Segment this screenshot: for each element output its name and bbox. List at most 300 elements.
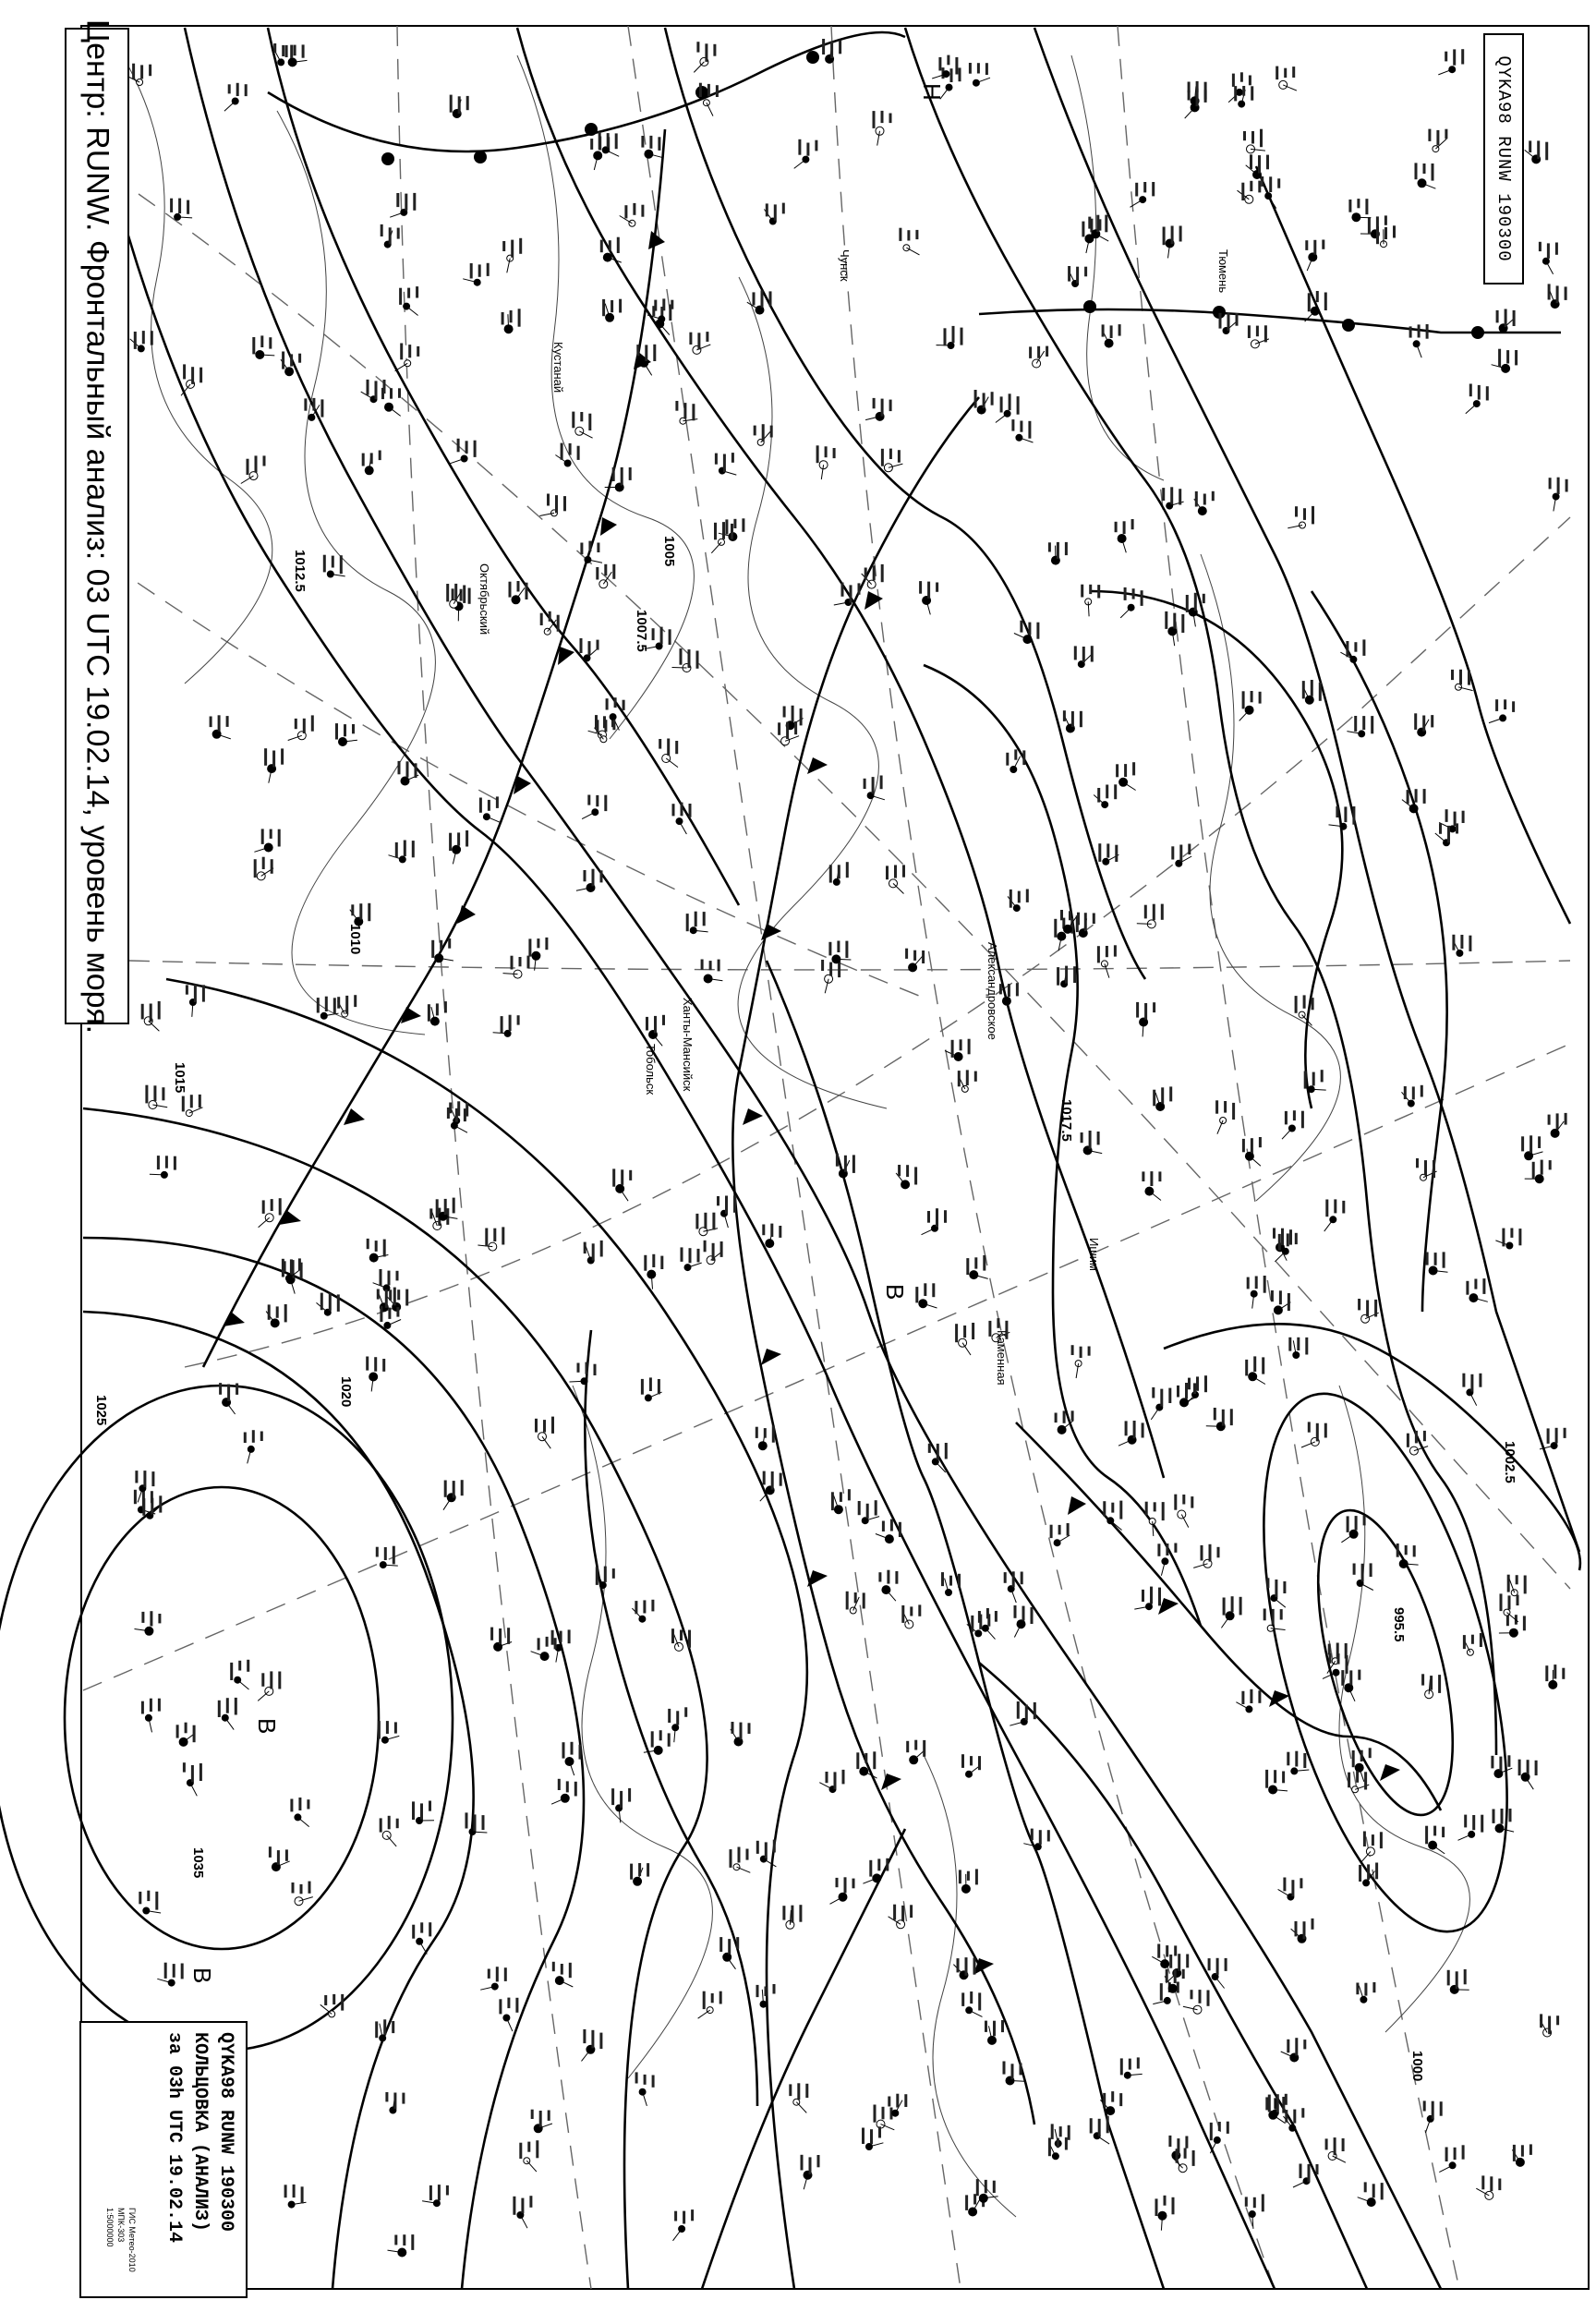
station-plot — [881, 449, 903, 472]
station-plot — [641, 1377, 662, 1401]
station-plot — [1301, 1422, 1327, 1447]
station-plot — [831, 1489, 851, 1514]
station-plot — [1115, 519, 1134, 552]
station-plot — [874, 2105, 895, 2130]
station-plot — [953, 1957, 975, 1979]
station-plot — [378, 1721, 399, 1743]
station-plot — [635, 2072, 655, 2106]
station-plot — [490, 1628, 512, 1652]
station-plot — [218, 1698, 237, 1730]
station-plot — [1439, 809, 1465, 832]
station-plot — [390, 193, 416, 217]
station-plot — [1353, 1563, 1373, 1590]
station-plot — [1183, 1990, 1210, 2014]
isobar-label: 1005 — [661, 536, 677, 567]
station-plot — [1063, 710, 1082, 732]
station-plot — [555, 443, 579, 466]
station-plot — [1396, 1543, 1419, 1568]
station-plot — [1248, 325, 1269, 348]
station-plot — [1050, 1523, 1070, 1546]
place-name: Ханты-Мансийск — [681, 998, 695, 1092]
map-title-box — [65, 18, 129, 1034]
station-plot — [1120, 587, 1143, 618]
station-plot — [375, 2019, 394, 2041]
station-plot — [337, 995, 357, 1017]
station-plot — [1151, 1387, 1171, 1420]
station-plot — [1402, 1085, 1423, 1107]
station-plot — [828, 941, 851, 963]
station-plot — [210, 715, 231, 739]
station-plot — [1273, 1228, 1292, 1260]
station-plot — [1090, 2116, 1109, 2144]
station-plot — [1173, 2149, 1195, 2173]
station-plot — [503, 956, 530, 979]
station-plot — [865, 398, 892, 421]
place-name: Кустанай — [551, 342, 565, 393]
station-plot — [449, 830, 468, 864]
station-plot — [376, 1546, 398, 1568]
station-plot — [906, 1740, 925, 1764]
station-plot — [969, 63, 990, 86]
station-plot — [1153, 1086, 1172, 1110]
station-plot — [1171, 844, 1191, 867]
station-plot — [264, 748, 284, 783]
station-plot — [764, 203, 784, 224]
station-plot — [493, 1015, 520, 1037]
station-plot — [611, 1788, 631, 1822]
station-plot — [1447, 1969, 1469, 1993]
station-plot — [1282, 1110, 1304, 1139]
header-code: QYKA98 RUNW 190300 — [1493, 55, 1514, 262]
station-plot — [789, 2083, 808, 2112]
station-plot — [1162, 487, 1183, 509]
place-name: Чунск — [838, 249, 852, 282]
isobar-label: 1035 — [190, 1847, 206, 1879]
station-plot — [1491, 1755, 1512, 1777]
station-plot — [317, 997, 339, 1020]
station-plot — [570, 1362, 597, 1385]
station-plot — [715, 453, 736, 475]
station-plot — [1512, 2144, 1532, 2166]
station-plot — [1426, 1252, 1448, 1275]
station-plot — [1236, 1689, 1261, 1713]
station-plot — [224, 83, 248, 112]
station-plot — [1145, 1502, 1165, 1536]
station-plot — [1423, 2100, 1443, 2133]
station-plot — [704, 1241, 723, 1265]
station-plot — [873, 111, 892, 146]
station-plot — [1265, 1770, 1288, 1794]
isobar-label: 1012.5 — [292, 550, 308, 592]
station-plot — [958, 1070, 977, 1092]
station-plot — [1281, 2038, 1307, 2062]
pressure-center-high: B — [253, 1718, 281, 1735]
station-plot — [1118, 1421, 1144, 1446]
station-plot — [756, 1425, 775, 1449]
station-plot — [1094, 784, 1117, 807]
station-plot — [463, 263, 490, 285]
legend-date: за 03h UTC 19.02.14 — [163, 2032, 185, 2244]
isobar-label: 1010 — [347, 924, 363, 955]
station-plot — [1163, 226, 1182, 259]
isobar-label: 995.5 — [1391, 1607, 1407, 1642]
station-plot — [1414, 713, 1433, 736]
station-plot — [252, 335, 274, 358]
station-plot — [886, 865, 905, 893]
legend-projection: МПК-303 — [116, 2208, 126, 2243]
station-plot — [1048, 542, 1068, 564]
station-plot — [389, 841, 415, 863]
station-plot — [466, 1812, 488, 1834]
station-plot — [602, 299, 622, 322]
station-plot — [1458, 1815, 1484, 1841]
station-plot — [1291, 1919, 1314, 1943]
station-plot — [1008, 890, 1029, 912]
station-plot — [1466, 1278, 1487, 1302]
station-plot — [145, 1085, 167, 1109]
station-plot — [976, 2179, 998, 2202]
station-plot — [323, 555, 345, 577]
station-plot — [1492, 349, 1518, 373]
station-plot — [673, 2209, 695, 2241]
station-plot — [1284, 2108, 1305, 2131]
station-plot — [1341, 1516, 1365, 1543]
station-plot — [1451, 670, 1473, 691]
map-title: Центр: RUNW. Фронтальный анализ: 03 UTC 19.02.14, уровень моря. — [79, 18, 115, 1034]
station-plot — [1288, 1338, 1308, 1359]
station-plot — [675, 401, 697, 424]
station-plot — [1215, 1100, 1235, 1133]
station-plot — [1102, 324, 1121, 347]
station-plot — [1376, 225, 1396, 247]
isobar-label: 1007.5 — [634, 610, 649, 652]
station-plot — [876, 1519, 901, 1543]
station-plot — [612, 1168, 632, 1201]
station-plot — [513, 2196, 532, 2228]
station-plot — [362, 451, 381, 475]
station-plot — [1466, 384, 1489, 414]
station-plot — [1208, 1958, 1227, 1989]
station-plot — [756, 1984, 776, 2007]
station-plot — [150, 1156, 176, 1178]
station-plot — [552, 1962, 574, 1987]
station-plot — [176, 1723, 196, 1747]
station-plot — [304, 398, 323, 421]
station-plot — [1130, 182, 1155, 207]
station-plot — [698, 1991, 722, 2019]
station-plot — [782, 1905, 802, 1929]
station-plot — [905, 949, 925, 972]
station-plot — [1271, 1290, 1291, 1314]
station-plot — [1081, 1131, 1103, 1155]
place-name: Александровское — [985, 942, 999, 1040]
station-plot — [1097, 945, 1117, 977]
station-plot — [762, 1224, 781, 1248]
station-plot — [450, 95, 469, 118]
station-plot — [1116, 762, 1136, 790]
station-plot — [478, 1227, 504, 1251]
station-plot — [1206, 1408, 1233, 1431]
station-plot — [535, 1417, 554, 1449]
legend-scale: 1:5000000 — [105, 2208, 115, 2247]
station-plot — [551, 1779, 577, 1804]
station-plot — [878, 1570, 898, 1602]
place-name: Тобольск — [644, 1044, 658, 1096]
isobar-label: 1000 — [1409, 2051, 1425, 2082]
pressure-centers — [188, 83, 946, 1983]
station-plot — [966, 1255, 987, 1279]
station-plot — [846, 1592, 865, 1614]
station-plot — [139, 1891, 161, 1914]
station-plot — [659, 739, 678, 768]
station-plot — [778, 721, 799, 745]
station-plot — [1142, 1171, 1161, 1200]
station-plot — [1358, 1299, 1379, 1323]
station-plot — [1239, 691, 1262, 720]
station-plot — [899, 228, 919, 255]
station-plot — [1545, 1664, 1565, 1689]
station-plot — [183, 1762, 202, 1796]
station-plot — [999, 983, 1019, 1015]
station-plot — [582, 2029, 603, 2062]
station-plot — [816, 445, 836, 479]
station-plot — [1014, 1605, 1034, 1638]
station-plot — [754, 424, 773, 445]
station-plot — [1421, 1674, 1441, 1698]
station-plot — [1518, 1760, 1538, 1790]
station-plot — [399, 286, 418, 315]
station-plot — [620, 203, 645, 226]
station-plot — [230, 1660, 249, 1689]
station-plot — [731, 1722, 751, 1746]
station-plot — [157, 1963, 183, 1986]
station-plot — [1221, 1596, 1241, 1628]
station-plot — [502, 309, 521, 333]
station-plot — [1287, 1751, 1309, 1774]
station-plot — [945, 1039, 971, 1061]
station-plot — [1507, 1575, 1527, 1596]
station-plot — [681, 1247, 702, 1270]
station-plot — [801, 2155, 820, 2189]
station-plot — [1006, 749, 1025, 772]
station-plot — [1348, 1771, 1369, 1793]
station-plot — [1165, 611, 1184, 646]
station-plot — [480, 1967, 507, 1990]
station-plot — [829, 862, 849, 885]
station-plot — [1029, 346, 1048, 368]
station-plot — [1228, 72, 1251, 102]
station-plot — [1174, 1495, 1193, 1528]
station-plot — [1539, 242, 1558, 274]
station-plot — [380, 1816, 399, 1846]
station-plot — [1185, 89, 1207, 119]
station-plot — [821, 960, 840, 993]
station-plot — [630, 1863, 649, 1885]
station-plot — [141, 1001, 161, 1031]
station-plot — [1356, 1982, 1375, 2003]
station-plot — [1068, 266, 1087, 287]
station-plot — [584, 1241, 603, 1264]
place-name: Каменная — [995, 1330, 1009, 1386]
station-plot — [531, 2110, 552, 2133]
station-plot — [182, 1095, 203, 1117]
station-plot — [479, 796, 501, 822]
station-plot — [350, 903, 371, 926]
station-plot — [961, 1754, 981, 1777]
station-plot — [395, 344, 420, 371]
station-plot — [922, 1208, 948, 1235]
station-plot — [576, 869, 603, 892]
station-plot — [896, 1165, 917, 1189]
station-plot — [388, 2234, 415, 2257]
station-plot — [443, 1480, 464, 1510]
station-plot — [1276, 67, 1297, 91]
station-plot — [1525, 140, 1549, 163]
station-plot — [901, 1604, 921, 1628]
station-plot — [1305, 240, 1324, 272]
station-plot — [1234, 86, 1253, 107]
station-plot — [794, 139, 818, 169]
station-plot — [1549, 478, 1568, 512]
station-plot — [974, 390, 994, 414]
station-plot — [1011, 419, 1033, 442]
station-plot — [254, 829, 280, 852]
station-plot — [1415, 163, 1436, 188]
station-plot — [259, 1198, 282, 1228]
station-plot — [1137, 904, 1164, 928]
station-plot — [1247, 1276, 1266, 1309]
fronts — [203, 32, 1561, 2124]
station-plot — [1238, 181, 1262, 204]
station-plot — [1264, 1609, 1286, 1632]
station-plot — [170, 199, 192, 221]
station-plot — [1325, 2137, 1346, 2162]
place-name: Тюмень — [1216, 249, 1230, 294]
isobar-label: 1017.5 — [1058, 1099, 1074, 1142]
station-plot — [646, 1015, 665, 1047]
station-plot — [1010, 1701, 1036, 1725]
station-plot — [1167, 1954, 1190, 1983]
station-plot — [1003, 2062, 1025, 2086]
station-plot — [539, 494, 566, 516]
station-plot — [694, 42, 716, 72]
isobar-label: 1020 — [338, 1376, 354, 1408]
station-plot — [864, 776, 885, 800]
station-plot — [1416, 1158, 1437, 1180]
station-plot — [254, 857, 273, 880]
station-plot — [1275, 1233, 1297, 1262]
station-plot — [1489, 699, 1515, 722]
station-plot — [858, 1500, 879, 1524]
legend-code: QYKA98 RUNW 190300 — [215, 2032, 236, 2233]
station-plot — [385, 2092, 405, 2113]
station-plot — [499, 1998, 518, 2032]
station-plot — [320, 1994, 344, 2017]
station-plot — [269, 1846, 290, 1870]
legend-software: ГИС Метео-2010 — [127, 2208, 137, 2272]
station-plot — [632, 1600, 654, 1622]
station-plot — [367, 1239, 389, 1262]
station-plot — [1439, 2145, 1464, 2172]
station-plot — [1194, 491, 1215, 515]
station-plot — [1293, 2164, 1319, 2188]
station-plot — [1540, 2014, 1559, 2037]
station-plot — [822, 39, 841, 63]
station-plot — [689, 332, 710, 354]
station-plot — [1341, 1670, 1360, 1701]
station-plot — [284, 2185, 307, 2208]
station-plot — [862, 564, 884, 588]
station-plot — [1521, 1135, 1542, 1160]
station-plot — [1493, 1809, 1515, 1833]
station-plot — [996, 393, 1020, 422]
station-plot — [862, 2126, 883, 2149]
station-plot — [1242, 1137, 1262, 1166]
station-plot — [540, 611, 560, 635]
station-plot — [1193, 1544, 1219, 1568]
station-plot — [562, 1742, 582, 1775]
station-plot — [1100, 2091, 1122, 2115]
station-plot — [1155, 2196, 1175, 2231]
station-plot — [1278, 1878, 1303, 1901]
station-plot — [695, 1213, 718, 1236]
station-plot — [915, 1283, 937, 1308]
station-plot — [366, 1357, 385, 1392]
station-plot — [819, 1770, 844, 1793]
station-plot — [937, 326, 963, 349]
station-plot — [412, 1801, 434, 1824]
station-plot — [381, 224, 400, 248]
station-plot — [285, 44, 308, 67]
station-plot — [580, 541, 602, 563]
station-plot — [717, 1195, 736, 1228]
station-plot — [889, 1905, 913, 1929]
station-plot — [1496, 309, 1516, 333]
station-plot — [519, 2140, 538, 2172]
station-plot — [1136, 1002, 1155, 1037]
station-plot — [127, 64, 151, 86]
station-plot — [1243, 129, 1265, 153]
station-plot — [955, 1323, 974, 1355]
station-plot — [830, 1877, 855, 1904]
station-plot — [1055, 1410, 1074, 1434]
station-plot — [919, 581, 938, 614]
station-plot — [135, 1611, 162, 1635]
station-plot — [783, 706, 804, 730]
station-plot — [1428, 129, 1447, 152]
station-plot — [290, 1798, 309, 1827]
station-plot — [1014, 621, 1040, 644]
isobars — [0, 28, 1580, 2289]
station-plot — [1548, 284, 1567, 308]
station-plot — [961, 1991, 982, 2016]
station-plot — [582, 795, 607, 819]
station-plot — [528, 938, 548, 971]
header-code-box — [1483, 33, 1524, 284]
station-plot — [701, 960, 723, 984]
station-plot — [1245, 1356, 1265, 1384]
station-plot — [219, 1383, 238, 1414]
pressure-center-low: H — [918, 83, 946, 101]
station-plot — [1462, 1374, 1481, 1406]
station-plot — [985, 2020, 1004, 2044]
station-plot — [959, 1869, 978, 1893]
station-plot — [1348, 199, 1371, 222]
legend-title: КОЛЬЦОВКА (АНАЛИЗ) — [189, 2032, 211, 2233]
place-name: Октябрьский — [478, 563, 491, 636]
station-plot — [335, 723, 357, 745]
isobar-label: 1002.5 — [1502, 1441, 1517, 1483]
